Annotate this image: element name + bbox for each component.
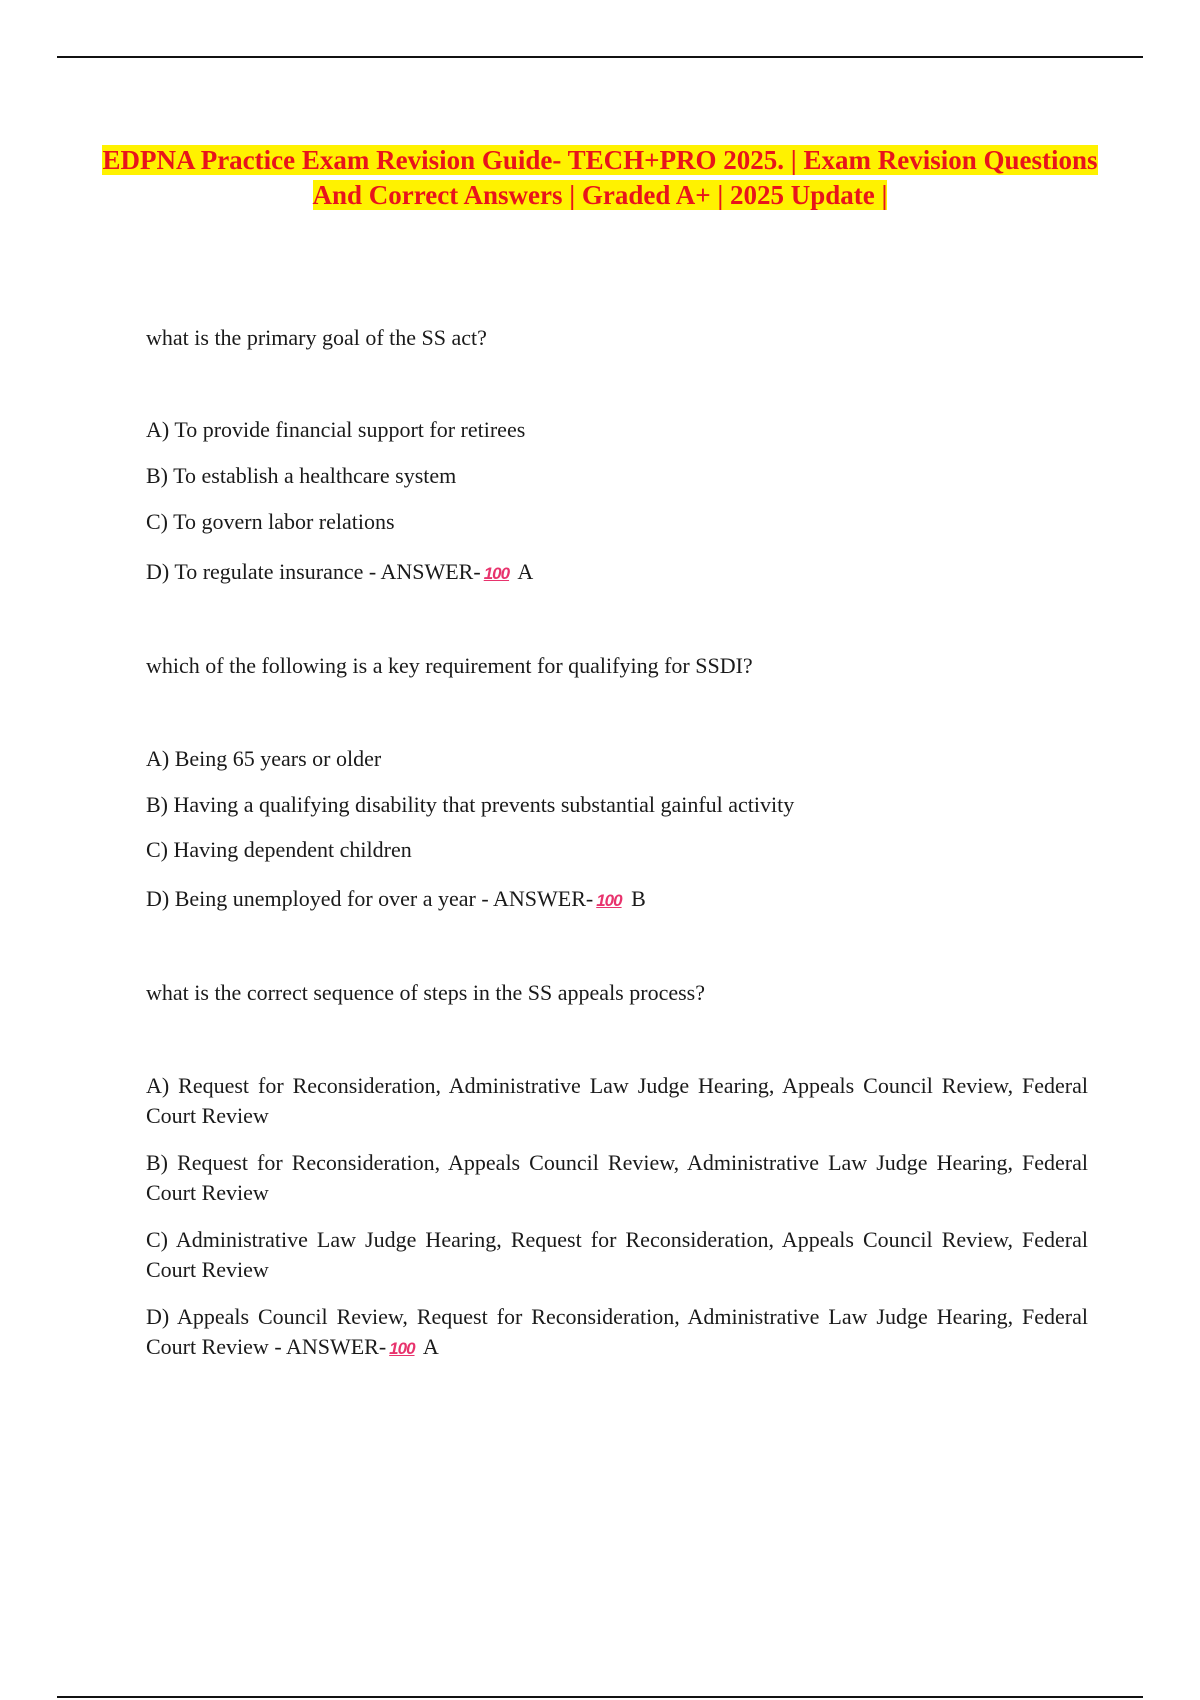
question-3-option-a: A) Request for Reconsideration, Administrative Law Judge Hearing, Appeals Council Review, Federal Court Review bbox=[146, 1073, 1088, 1128]
document-title bbox=[100, 143, 1100, 213]
question-1-option-a: A) To provide financial support for retirees bbox=[146, 417, 526, 442]
question-3-text: what is the correct sequence of steps in the SS appeals process? bbox=[146, 980, 705, 1005]
answer-prefix: - ANSWER- bbox=[481, 886, 594, 911]
answer-prefix: - ANSWER- bbox=[368, 559, 481, 584]
question-2-option-b: B) Having a qualifying disability that prevents substantial gainful activity bbox=[146, 792, 795, 817]
hundred-points-icon: 100 bbox=[389, 1339, 415, 1358]
question-2-text: which of the following is a key requirement for qualifying for SSDI? bbox=[146, 653, 753, 678]
hundred-points-icon: 100 bbox=[483, 564, 510, 583]
question-2-option-a: A) Being 65 years or older bbox=[146, 746, 382, 771]
question-3-option-d bbox=[146, 1302, 1088, 1364]
question-3-option-d-text: D) Appeals Council Review, Request for Reconsideration, Administrative Law Judge Hearing, Federal Court Review bbox=[146, 1304, 1088, 1359]
question-2-option-c: C) Having dependent children bbox=[146, 837, 412, 862]
bottom-rule bbox=[57, 1696, 1143, 1698]
top-rule bbox=[57, 56, 1143, 58]
question-1-option-d bbox=[146, 557, 1088, 589]
document-title-text: EDPNA Practice Exam Revision Guide- TECH+PRO 2025. | Exam Revision Questions And Correct Answers | Graded A+ | 2025 Update | bbox=[102, 145, 1098, 210]
question-3-answer: A bbox=[422, 1334, 439, 1359]
question-1-text: what is the primary goal of the SS act? bbox=[146, 325, 487, 350]
question-1-answer: A bbox=[517, 559, 534, 584]
question-2-option-d bbox=[146, 884, 1088, 916]
answer-prefix: - ANSWER- bbox=[274, 1334, 387, 1359]
question-2-option-d-text: D) Being unemployed for over a year bbox=[146, 886, 476, 911]
question-1-option-c: C) To govern labor relations bbox=[146, 509, 395, 534]
question-1-option-b: B) To establish a healthcare system bbox=[146, 463, 457, 488]
question-1-option-d-text: D) To regulate insurance bbox=[146, 559, 364, 584]
question-3-option-b: B) Request for Reconsideration, Appeals Council Review, Administrative Law Judge Hearing, Federal Court Review bbox=[146, 1150, 1088, 1205]
hundred-points-icon: 100 bbox=[596, 891, 622, 910]
question-3-option-c: C) Administrative Law Judge Hearing, Request for Reconsideration, Appeals Council Review, Federal Court Review bbox=[146, 1227, 1088, 1282]
question-2-answer: B bbox=[631, 886, 646, 911]
